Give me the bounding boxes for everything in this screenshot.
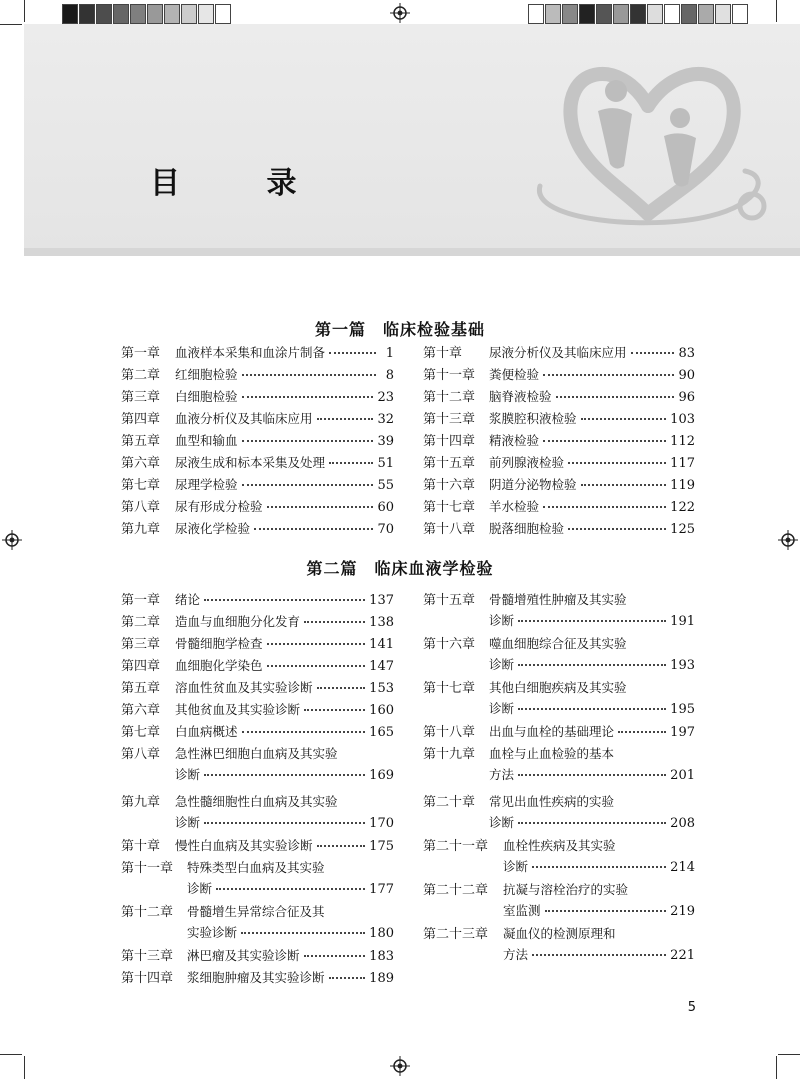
chapter-title: 造血与血细胞分化发育 xyxy=(175,614,301,629)
toc-entry[interactable] xyxy=(121,518,394,540)
chapter-title: 淋巴瘤及其实验诊断 xyxy=(187,948,300,963)
toc-entry-continuation[interactable] xyxy=(423,813,695,835)
chapter-number: 第二十章 xyxy=(423,795,476,810)
toc-entry[interactable] xyxy=(423,923,695,945)
registration-mark-icon xyxy=(778,530,798,550)
chapter-number: 第十五章 xyxy=(423,456,476,471)
toc-entry[interactable] xyxy=(423,633,695,655)
toc-entry[interactable] xyxy=(423,408,695,430)
leader-dots xyxy=(329,352,376,354)
chapter-title: 溶血性贫血及其实验诊断 xyxy=(175,680,313,695)
chapter-title: 精液检验 xyxy=(489,433,540,448)
chapter-number: 第三章 xyxy=(121,390,161,405)
chapter-title: 血栓与止血检验的基本 xyxy=(489,746,615,761)
leader-dots xyxy=(242,731,366,733)
leader-dots xyxy=(242,440,374,442)
chapter-number: 第十五章 xyxy=(423,593,476,608)
toc-entry[interactable] xyxy=(423,364,695,386)
chapter-title: 红细胞检验 xyxy=(175,367,238,382)
toc-entry[interactable] xyxy=(121,677,394,699)
page-ref: 193 xyxy=(670,658,695,673)
part2-title: 第二篇 临床血液学检验 xyxy=(306,559,494,578)
leader-dots xyxy=(242,484,374,486)
chapter-title: 其他贫血及其实验诊断 xyxy=(175,702,301,717)
chapter-number: 第二章 xyxy=(121,368,161,383)
page-ref: 112 xyxy=(670,434,695,449)
chapter-title-continued: 诊断 xyxy=(489,657,515,672)
crop-mark xyxy=(776,1056,777,1079)
toc-entry[interactable] xyxy=(121,699,394,721)
leader-dots xyxy=(216,888,365,890)
chapter-number: 第一章 xyxy=(121,593,161,608)
chapter-number: 第十八章 xyxy=(423,725,476,740)
chapter-title: 特殊类型白血病及其实验 xyxy=(187,860,325,875)
leader-dots xyxy=(631,352,675,354)
chapter-number: 第八章 xyxy=(121,500,161,515)
page-ref: 23 xyxy=(377,390,394,405)
page-ref: 191 xyxy=(670,614,695,629)
leader-dots xyxy=(254,528,373,530)
chapter-number: 第二十二章 xyxy=(423,883,489,898)
page-ref: 183 xyxy=(369,949,394,964)
chapter-number: 第二章 xyxy=(121,615,161,630)
page-ref: 1 xyxy=(385,346,394,361)
toc-entry[interactable] xyxy=(121,655,394,677)
chapter-number: 第十三章 xyxy=(121,949,174,964)
toc-entry[interactable] xyxy=(423,879,695,901)
toc-entry-continuation[interactable] xyxy=(423,945,695,967)
header-band-shadow xyxy=(24,248,800,256)
leader-dots xyxy=(267,506,374,508)
page-ref: 51 xyxy=(377,456,394,471)
toc-entry[interactable] xyxy=(121,430,394,452)
leader-dots xyxy=(317,418,374,420)
page-ref: 175 xyxy=(369,839,394,854)
chapter-number: 第十章 xyxy=(121,839,161,854)
page-ref: 39 xyxy=(377,434,394,449)
crop-mark xyxy=(0,1054,22,1055)
toc-entry[interactable] xyxy=(423,342,695,364)
chapter-number: 第五章 xyxy=(121,434,161,449)
page-ref: 103 xyxy=(670,412,695,427)
toc-entry[interactable] xyxy=(121,633,394,655)
crop-mark xyxy=(24,1056,25,1079)
chapter-number: 第四章 xyxy=(121,412,161,427)
chapter-title: 血液分析仪及其临床应用 xyxy=(175,411,313,426)
page-title: 目 录 xyxy=(150,166,335,201)
crop-mark xyxy=(776,0,777,22)
chapter-title-continued: 诊断 xyxy=(175,767,201,782)
toc-entry-continuation[interactable] xyxy=(423,857,695,879)
toc-entry[interactable] xyxy=(423,721,695,743)
chapter-number: 第十九章 xyxy=(423,747,476,762)
chapter-title: 常见出血性疾病的实验 xyxy=(489,794,615,809)
part1-left-column xyxy=(121,342,394,540)
page-ref: 138 xyxy=(369,615,394,630)
crop-mark xyxy=(778,1054,800,1055)
toc-entry[interactable] xyxy=(423,452,695,474)
leader-dots xyxy=(518,620,666,622)
chapter-title: 尿有形成分检验 xyxy=(175,499,263,514)
page-ref: 83 xyxy=(678,346,695,361)
leader-dots xyxy=(518,774,666,776)
leader-dots xyxy=(545,910,667,912)
toc-entry[interactable] xyxy=(121,364,394,386)
page-ref: 201 xyxy=(670,768,695,783)
chapter-title-continued: 实验诊断 xyxy=(187,925,238,940)
toc-entry[interactable] xyxy=(121,611,394,633)
leader-dots xyxy=(543,440,666,442)
page-ref: 8 xyxy=(385,368,394,383)
chapter-title: 急性髓细胞性白血病及其实验 xyxy=(175,794,338,809)
registration-mark-icon xyxy=(2,530,22,550)
toc-entry[interactable] xyxy=(121,408,394,430)
chapter-title: 尿液分析仪及其临床应用 xyxy=(489,345,627,360)
page-number: 5 xyxy=(687,1000,696,1015)
toc-entry-continuation[interactable] xyxy=(423,611,695,633)
page-ref: 147 xyxy=(369,659,394,674)
chapter-number: 第二十三章 xyxy=(423,927,489,942)
toc-entry[interactable] xyxy=(423,677,695,699)
toc-entry[interactable] xyxy=(121,835,394,857)
chapter-title: 前列腺液检验 xyxy=(489,455,565,470)
leader-dots xyxy=(532,866,666,868)
page-ref: 137 xyxy=(369,593,394,608)
page-ref: 141 xyxy=(369,637,394,652)
page-ref: 117 xyxy=(670,456,695,471)
leader-dots xyxy=(518,822,666,824)
page-ref: 221 xyxy=(670,948,695,963)
leader-dots xyxy=(329,462,373,464)
chapter-number: 第三章 xyxy=(121,637,161,652)
chapter-number: 第十二章 xyxy=(121,905,174,920)
leader-dots xyxy=(267,665,366,667)
page-ref: 70 xyxy=(377,522,394,537)
chapter-title: 脱落细胞检验 xyxy=(489,521,565,536)
leader-dots xyxy=(618,731,666,733)
leader-dots xyxy=(543,506,666,508)
page-ref: 60 xyxy=(377,500,394,515)
page-ref: 208 xyxy=(670,816,695,831)
chapter-number: 第二十一章 xyxy=(423,839,489,854)
toc-entry-continuation[interactable] xyxy=(423,765,695,787)
chapter-number: 第八章 xyxy=(121,747,161,762)
chapter-title: 骨髓细胞学检查 xyxy=(175,636,263,651)
page-ref: 122 xyxy=(670,500,695,515)
chapter-number: 第十八章 xyxy=(423,522,476,537)
chapter-number: 第四章 xyxy=(121,659,161,674)
page-ref: 219 xyxy=(670,904,695,919)
chapter-title: 血型和输血 xyxy=(175,433,238,448)
chapter-title: 噬血细胞综合征及其实验 xyxy=(489,636,627,651)
toc-entry[interactable] xyxy=(423,835,695,857)
toc-entry[interactable] xyxy=(121,342,394,364)
chapter-number: 第一章 xyxy=(121,346,161,361)
toc-entry[interactable] xyxy=(121,496,394,518)
chapter-title: 骨髓增生异常综合征及其 xyxy=(187,904,325,919)
chapter-title: 慢性白血病及其实验诊断 xyxy=(175,838,313,853)
chapter-number: 第十章 xyxy=(423,346,463,361)
chapter-number: 第七章 xyxy=(121,478,161,493)
stethoscope-heart-logo-icon xyxy=(520,36,780,236)
page-ref: 195 xyxy=(670,702,695,717)
chapter-title: 羊水检验 xyxy=(489,499,540,514)
toc-entry[interactable] xyxy=(121,967,394,989)
chapter-number: 第六章 xyxy=(121,456,161,471)
toc-entry[interactable] xyxy=(423,430,695,452)
toc-entry[interactable] xyxy=(121,452,394,474)
registration-mark-icon xyxy=(390,3,410,23)
toc-entry[interactable] xyxy=(121,945,394,967)
chapter-title: 骨髓增殖性肿瘤及其实验 xyxy=(489,592,627,607)
toc-entry[interactable] xyxy=(121,791,394,813)
part1-right-column xyxy=(423,342,695,540)
chapter-title: 尿液化学检验 xyxy=(175,521,251,536)
leader-dots xyxy=(568,528,666,530)
page-ref: 189 xyxy=(369,971,394,986)
chapter-title: 阴道分泌物检验 xyxy=(489,477,577,492)
chapter-number: 第五章 xyxy=(121,681,161,696)
chapter-title: 脑脊液检验 xyxy=(489,389,552,404)
chapter-number: 第九章 xyxy=(121,522,161,537)
toc-entry-continuation[interactable] xyxy=(121,765,394,787)
chapter-number: 第十四章 xyxy=(121,971,174,986)
page-ref: 177 xyxy=(369,882,394,897)
color-bar-right xyxy=(528,4,749,24)
chapter-number: 第九章 xyxy=(121,795,161,810)
toc-entry[interactable] xyxy=(423,743,695,765)
chapter-title: 浆细胞肿瘤及其实验诊断 xyxy=(187,970,325,985)
toc-entry[interactable] xyxy=(121,721,394,743)
leader-dots xyxy=(581,418,667,420)
part1-title: 第一篇 临床检验基础 xyxy=(314,320,485,339)
chapter-number: 第十四章 xyxy=(423,434,476,449)
leader-dots xyxy=(267,643,366,645)
page-ref: 125 xyxy=(670,522,695,537)
page-ref: 180 xyxy=(369,926,394,941)
chapter-title: 粪便检验 xyxy=(489,367,540,382)
chapter-title-continued: 方法 xyxy=(503,947,529,962)
page-ref: 96 xyxy=(678,390,695,405)
part2-left-column xyxy=(121,589,394,989)
leader-dots xyxy=(532,954,666,956)
page-ref: 170 xyxy=(369,816,394,831)
chapter-number: 第十三章 xyxy=(423,412,476,427)
chapter-title-continued: 诊断 xyxy=(489,815,515,830)
toc-entry-continuation[interactable] xyxy=(423,655,695,677)
chapter-title-continued: 诊断 xyxy=(503,859,529,874)
toc-entry[interactable] xyxy=(121,901,394,923)
leader-dots xyxy=(242,396,374,398)
chapter-title: 白血病概述 xyxy=(175,724,238,739)
page-ref: 119 xyxy=(670,478,695,493)
toc-entry-continuation[interactable] xyxy=(423,901,695,923)
leader-dots xyxy=(242,374,376,376)
chapter-number: 第十七章 xyxy=(423,681,476,696)
leader-dots xyxy=(204,774,365,776)
chapter-title-continued: 诊断 xyxy=(175,815,201,830)
toc-entry[interactable] xyxy=(423,791,695,813)
toc-entry[interactable] xyxy=(121,386,394,408)
leader-dots xyxy=(518,708,666,710)
page-ref: 153 xyxy=(369,681,394,696)
page-ref: 55 xyxy=(377,478,394,493)
chapter-title: 其他白细胞疾病及其实验 xyxy=(489,680,627,695)
crop-mark xyxy=(0,24,22,25)
chapter-title-continued: 方法 xyxy=(489,767,515,782)
toc-entry[interactable] xyxy=(423,386,695,408)
chapter-title-continued: 诊断 xyxy=(489,701,515,716)
chapter-title: 白细胞检验 xyxy=(175,389,238,404)
chapter-number: 第十二章 xyxy=(423,390,476,405)
toc-entry-continuation[interactable] xyxy=(423,699,695,721)
toc-entry-continuation[interactable] xyxy=(121,879,394,901)
color-bar-left xyxy=(62,4,232,24)
chapter-title: 血液样本采集和血涂片制备 xyxy=(175,345,326,360)
page-ref: 32 xyxy=(377,412,394,427)
page-ref: 214 xyxy=(670,860,695,875)
chapter-number: 第六章 xyxy=(121,703,161,718)
chapter-title: 尿液生成和标本采集及处理 xyxy=(175,455,326,470)
page-ref: 160 xyxy=(369,703,394,718)
leader-dots xyxy=(543,374,674,376)
chapter-title-continued: 室监测 xyxy=(503,903,541,918)
toc-entry[interactable] xyxy=(121,474,394,496)
chapter-number: 第七章 xyxy=(121,725,161,740)
toc-entry-continuation[interactable] xyxy=(121,813,394,835)
page-ref: 169 xyxy=(369,768,394,783)
chapter-number: 第十一章 xyxy=(423,368,476,383)
chapter-number: 第十一章 xyxy=(121,861,174,876)
toc-entry[interactable] xyxy=(121,857,394,879)
chapter-title: 出血与血栓的基础理论 xyxy=(489,724,615,739)
chapter-title: 凝血仪的检测原理和 xyxy=(503,926,616,941)
leader-dots xyxy=(329,977,366,979)
leader-dots xyxy=(241,932,365,934)
leader-dots xyxy=(317,845,366,847)
leader-dots xyxy=(204,599,365,601)
chapter-title-continued: 诊断 xyxy=(489,613,515,628)
page-ref: 165 xyxy=(369,725,394,740)
chapter-title: 急性淋巴细胞白血病及其实验 xyxy=(175,746,338,761)
toc-entry[interactable] xyxy=(423,496,695,518)
toc-entry[interactable] xyxy=(423,474,695,496)
page-ref: 197 xyxy=(670,725,695,740)
leader-dots xyxy=(581,484,667,486)
chapter-number: 第十七章 xyxy=(423,500,476,515)
toc-entry[interactable] xyxy=(423,518,695,540)
chapter-title: 浆膜腔积液检验 xyxy=(489,411,577,426)
chapter-title: 抗凝与溶栓治疗的实验 xyxy=(503,882,629,897)
toc-entry-continuation[interactable] xyxy=(121,923,394,945)
leader-dots xyxy=(518,664,666,666)
leader-dots xyxy=(568,462,666,464)
chapter-number: 第十六章 xyxy=(423,637,476,652)
part2-right-column xyxy=(423,589,695,967)
leader-dots xyxy=(556,396,675,398)
page-ref: 90 xyxy=(678,368,695,383)
toc-entry[interactable] xyxy=(121,589,394,611)
chapter-title: 血细胞化学染色 xyxy=(175,658,263,673)
chapter-title: 血栓性疾病及其实验 xyxy=(503,838,616,853)
toc-entry[interactable] xyxy=(121,743,394,765)
chapter-title: 绪论 xyxy=(175,592,201,607)
chapter-title: 尿理学检验 xyxy=(175,477,238,492)
crop-mark xyxy=(24,0,25,22)
leader-dots xyxy=(304,709,365,711)
toc-entry[interactable] xyxy=(423,589,695,611)
registration-mark-icon xyxy=(390,1056,410,1076)
chapter-number: 第十六章 xyxy=(423,478,476,493)
leader-dots xyxy=(304,621,365,623)
leader-dots xyxy=(204,822,365,824)
chapter-title-continued: 诊断 xyxy=(187,881,213,896)
leader-dots xyxy=(317,687,366,689)
leader-dots xyxy=(304,955,366,957)
